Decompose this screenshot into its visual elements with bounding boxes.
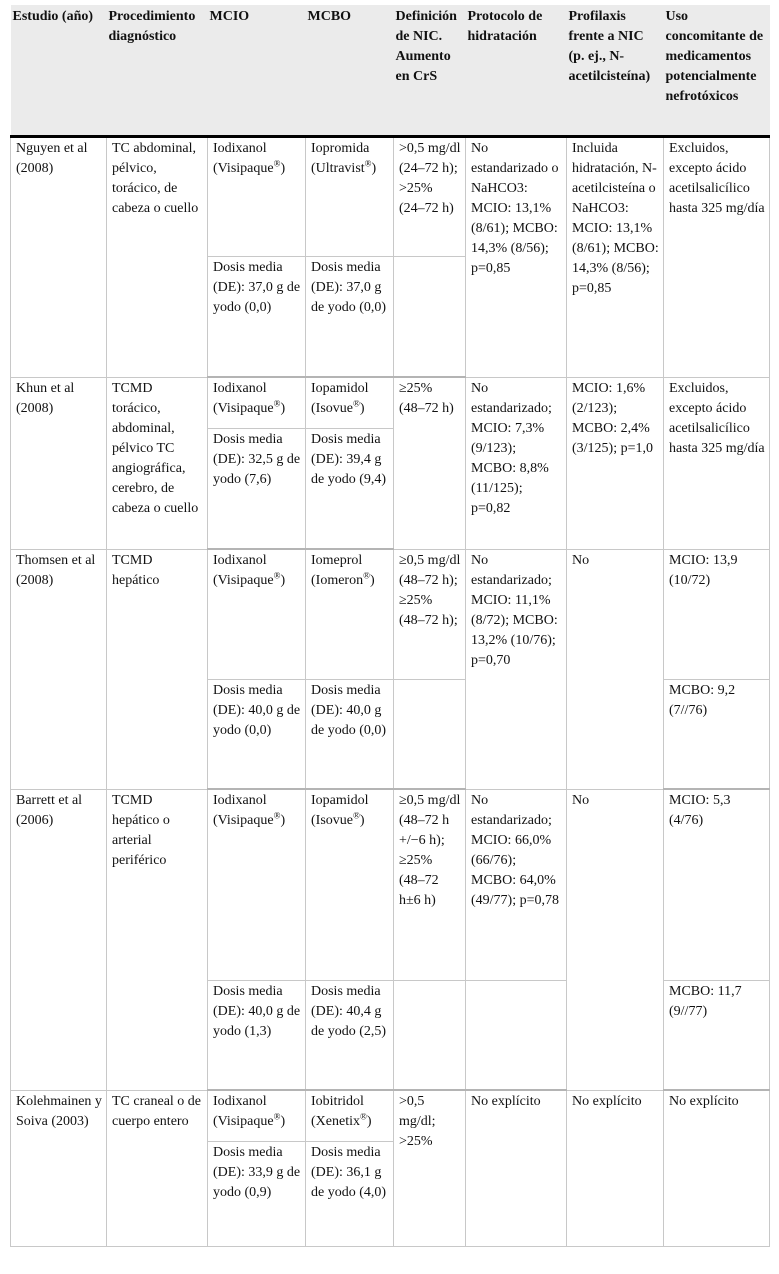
cell-procedure: TC craneal o de cuerpo entero — [107, 1090, 208, 1246]
header-mcio: MCIO — [208, 5, 306, 136]
cell-nic-definition: ≥0,5 mg/dl (48–72 h); ≥25% (48–72 h); — [394, 549, 466, 679]
cell-concomitant-meds: MCIO: 5,3 (4/76) — [664, 789, 770, 980]
cell-hydration: No explícito — [466, 1090, 567, 1246]
cell-mcio: Iodixanol (Visipaque®) — [208, 1090, 306, 1141]
cell-mcbo: Iomeprol (Iomeron®) — [306, 549, 394, 679]
table-row — [11, 1090, 770, 1141]
registered-mark: ® — [273, 157, 281, 168]
agent-name: Iomeprol (Iomeron — [311, 553, 364, 588]
header-nic-definition: Definición de NIC. Aumento en CrS — [394, 5, 466, 136]
cell-concomitant-meds: No explícito — [664, 1090, 770, 1246]
cell-procedure: TC abdominal, pélvico, torácico, de cabeza o cuello — [107, 136, 208, 377]
cell-mcio: Iodixanol (Visipaque®) — [208, 549, 306, 679]
cell-study: Kolehmainen y Soiva (2003) — [11, 1090, 107, 1246]
cell-study: Barrett et al (2006) — [11, 789, 107, 1090]
agent-name: Iopromida (Ultravist — [311, 140, 370, 176]
cell-dose-mcbo: Dosis media (DE): 36,1 g de yodo (4,0) — [306, 1141, 394, 1246]
registered-mark: ® — [273, 398, 281, 409]
registered-mark: ® — [353, 810, 360, 821]
header-row — [11, 5, 770, 136]
cell-prophylaxis: No explícito — [567, 1090, 664, 1246]
agent-name: Iodixanol (Visipaque — [213, 793, 274, 828]
agent-name: Iodixanol (Visipaque — [213, 1094, 274, 1129]
cell-concomitant-meds: Excluidos, excepto ácido acetilsalicílico hasta 325 mg/día — [664, 136, 770, 377]
cell-empty — [466, 980, 567, 1090]
cell-mcio: Iodixanol (Visipaque®) — [208, 377, 306, 428]
cell-prophylaxis: No — [567, 789, 664, 1090]
cell-procedure: TCMD hepático o arterial periférico — [107, 789, 208, 1090]
header-mcbo: MCBO — [306, 5, 394, 136]
cell-dose-mcbo: Dosis media (DE): 40,0 g de yodo (0,0) — [306, 679, 394, 789]
agent-name: Iopamidol (Isovue — [311, 793, 369, 828]
cell-dose-mcbo: Dosis media (DE): 40,4 g de yodo (2,5) — [306, 980, 394, 1090]
cell-hydration: No estandarizado; MCIO: 7,3% (9/123); MCBO: 8,8% (11/125); p=0,82 — [466, 377, 567, 549]
table-row — [11, 789, 770, 980]
table-row — [11, 136, 770, 256]
header-concomitant-meds: Uso concomitante de medicamentos potencialmente nefrotóxicos — [664, 5, 770, 136]
cell-dose-mcio: Dosis media (DE): 40,0 g de yodo (1,3) — [208, 980, 306, 1090]
header-procedure: Procedimiento diagnóstico — [107, 5, 208, 136]
registered-mark: ® — [359, 1111, 367, 1122]
cell-procedure: TCMD torácico, abdominal, pélvico TC angiográfica, cerebro, de cabeza o cuello — [107, 377, 208, 549]
cell-study: Thomsen et al (2008) — [11, 549, 107, 789]
cell-dose-mcbo: Dosis media (DE): 37,0 g de yodo (0,0) — [306, 256, 394, 377]
cell-hydration: No estandarizado; MCIO: 11,1% (8/72); MCBO: 13,2% (10/76); p=0,70 — [466, 549, 567, 789]
cell-dose-mcbo: Dosis media (DE): 39,4 g de yodo (9,4) — [306, 428, 394, 549]
cell-procedure: TCMD hepático — [107, 549, 208, 789]
cell-concomitant-meds-mcbo: MCBO: 11,7 (9//77) — [664, 980, 770, 1090]
cell-mcbo: Iobitridol (Xenetix®) — [306, 1090, 394, 1141]
cell-prophylaxis: Incluida hidratación, N-acetilcisteína o NaHCO3: MCIO: 13,1% (8/61); MCBO: 14,3% (8/56); p=0,85 — [567, 136, 664, 377]
cell-empty — [394, 679, 466, 789]
registered-mark: ® — [363, 570, 370, 581]
registered-mark: ® — [273, 1111, 281, 1122]
cell-mcbo: Iopromida (Ultravist®) — [306, 136, 394, 256]
cell-nic-definition: ≥25% (48–72 h) — [394, 377, 466, 549]
cell-mcio: Iodixanol (Visipaque®) — [208, 136, 306, 256]
cell-dose-mcio: Dosis media (DE): 33,9 g de yodo (0,9) — [208, 1141, 306, 1246]
agent-name: Iopamidol (Isovue — [311, 381, 369, 416]
cell-empty — [394, 256, 466, 377]
comparison-table — [10, 5, 770, 1247]
cell-study: Khun et al (2008) — [11, 377, 107, 549]
header-study: Estudio (año) — [11, 5, 107, 136]
cell-dose-mcio: Dosis media (DE): 40,0 g de yodo (0,0) — [208, 679, 306, 789]
cell-prophylaxis: No — [567, 549, 664, 789]
table-row — [11, 549, 770, 679]
cell-hydration: No estandarizado o NaHCO3: MCIO: 13,1% (8/61); MCBO: 14,3% (8/56); p=0,85 — [466, 136, 567, 377]
cell-nic-definition: >0,5 mg/dl; >25% — [394, 1090, 466, 1246]
registered-mark: ® — [273, 810, 281, 821]
cell-dose-mcio: Dosis media (DE): 37,0 g de yodo (0,0) — [208, 256, 306, 377]
cell-mcbo: Iopamidol (Isovue®) — [306, 789, 394, 980]
agent-name: Iodixanol (Visipaque — [213, 553, 274, 588]
cell-concomitant-meds: Excluidos, excepto ácido acetilsalicílico hasta 325 mg/día — [664, 377, 770, 549]
cell-nic-definition: >0,5 mg/dl (24–72 h); >25% (24–72 h) — [394, 136, 466, 256]
cell-mcio: Iodixanol (Visipaque®) — [208, 789, 306, 980]
cell-nic-definition: ≥0,5 mg/dl (48–72 h +/−6 h); ≥25% (48–72 h±6 h) — [394, 789, 466, 980]
registered-mark: ® — [273, 570, 281, 581]
cell-concomitant-meds: MCIO: 13,9 (10/72) — [664, 549, 770, 679]
table-row — [11, 377, 770, 428]
cell-mcbo: Iopamidol (Isovue®) — [306, 377, 394, 428]
agent-name: Iobitridol (Xenetix — [311, 1094, 364, 1129]
registered-mark: ® — [353, 398, 360, 409]
cell-hydration: No estandarizado; MCIO: 66,0% (66/76); MCBO: 64,0% (49/77); p=0,78 — [466, 789, 567, 980]
agent-name: Iodixanol (Visipaque — [213, 381, 274, 416]
cell-prophylaxis: MCIO: 1,6% (2/123); MCBO: 2,4% (3/125); p=1,0 — [567, 377, 664, 549]
cell-concomitant-meds-mcbo: MCBO: 9,2 (7//76) — [664, 679, 770, 789]
registered-mark: ® — [364, 157, 372, 168]
cell-empty — [394, 980, 466, 1090]
cell-dose-mcio: Dosis media (DE): 32,5 g de yodo (7,6) — [208, 428, 306, 549]
header-hydration: Protocolo de hidratación — [466, 5, 567, 136]
agent-name: Iodixanol (Visipaque — [213, 140, 274, 176]
header-prophylaxis: Profilaxis frente a NIC (p. ej., N-acetilcisteína) — [567, 5, 664, 136]
cell-study: Nguyen et al (2008) — [11, 136, 107, 377]
